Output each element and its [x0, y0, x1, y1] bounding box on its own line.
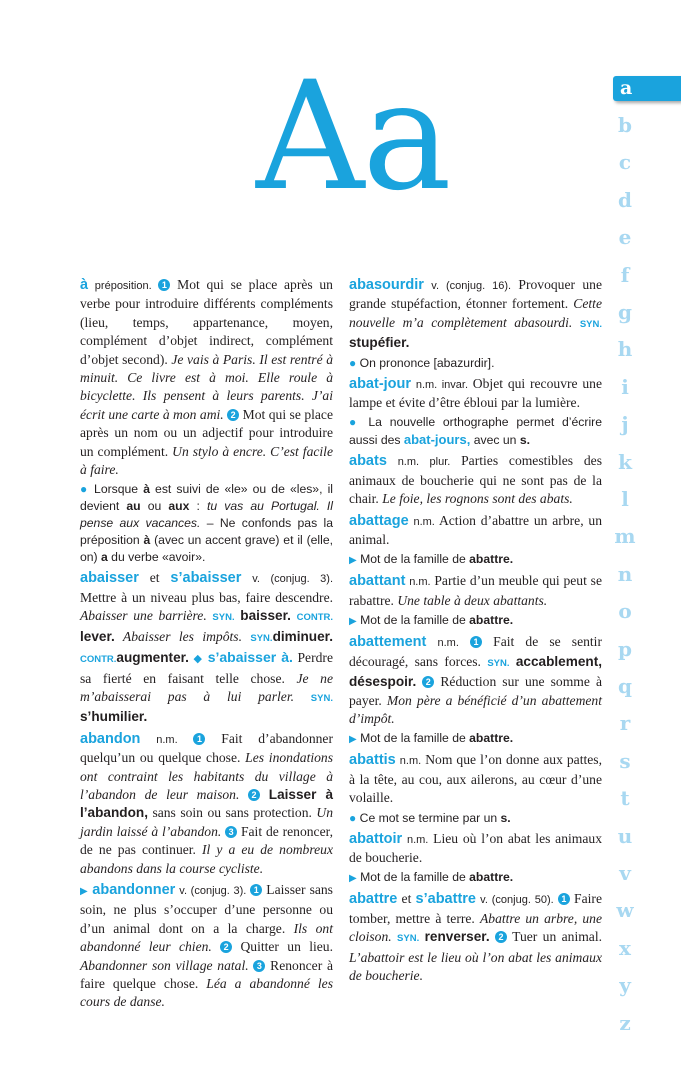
grammar: v. (conjug. 3).: [179, 884, 247, 897]
diamond-icon: ◆: [193, 653, 204, 666]
contr-label: CONTR.: [296, 612, 333, 624]
entry-abandon: abandon n.m. 1 Fait d’abandonner quelqu’un ou quelque chose. Les inondations ont contraint les habitants du village à l’abandon de leur maison. 2 Laisser à l’abandon, sans soin ou sans protection. Un jardin laissé à l’abandon. 3 Fait de renoncer, de ne pas continuer. Il y a eu de nombreux abandons dans la course cycliste.: [80, 730, 334, 876]
grammar: n.m. plur.: [397, 456, 451, 469]
contr-label: CONTR.: [80, 654, 117, 666]
entry-abattre: abattre et s’abattre v. (conjug. 50). 1 Faire tomber, mettre à terre. Abattre un arbre, une cloison. SYN. renverser. 2 Tuer un animal. L’abattoir est le lieu où l’on abat les animaux de boucherie.: [349, 891, 603, 983]
headword: abandonner: [92, 881, 176, 898]
grammar: n.m.: [399, 755, 422, 768]
syn-label: SYN.: [487, 657, 510, 669]
grammar: v. (conjug. 50).: [480, 894, 554, 907]
entry-abattage: abattage n.m. Action d’abattre un arbre, un animal.: [349, 512, 603, 548]
family-abattant: ▶ Mot de la famille de abattre.: [349, 613, 514, 628]
alphabet-letter-g[interactable]: g: [618, 300, 632, 324]
entry-abattis: abattis n.m. Nom que l’on donne aux pattes, à la tête, au cou, aux ailerons, au cœur d’une volaille.: [349, 752, 602, 806]
bullet-icon: ●: [349, 355, 357, 370]
sense-number-2: 2: [422, 676, 434, 688]
right-column: [349, 276, 602, 987]
alphabet-letter-c[interactable]: c: [618, 150, 632, 175]
note-abattis: ● Ce mot se termine par un s.: [349, 810, 511, 825]
alphabet-letter-r[interactable]: r: [619, 711, 631, 736]
family-abattoir: ▶ Mot de la famille de abattre.: [349, 870, 514, 885]
alphabet-letter-u[interactable]: u: [617, 823, 633, 848]
headword: abattage: [349, 512, 409, 529]
syn-label: SYN.: [579, 318, 602, 330]
alphabet-letter-p[interactable]: p: [618, 636, 632, 661]
alphabet-letter-d[interactable]: d: [618, 187, 632, 212]
entry-abat-jour: abat-jour n.m. invar. Objet qui recouvre une lampe et évite d’être ébloui par la lumière.: [349, 375, 602, 411]
note-abasourdir: ● On prononce [abazurdir].: [349, 355, 495, 370]
headword: abattis: [349, 752, 396, 769]
headword: abats: [349, 453, 387, 470]
syn-label: SYN.: [310, 692, 333, 704]
grammar: n.m. invar.: [415, 378, 468, 391]
headword: abattement: [349, 634, 427, 651]
sense-number-1: 1: [558, 893, 570, 905]
triangle-right-icon: ▶: [349, 616, 357, 628]
entry-abandonner: ▶ abandonner v. (conjug. 3). 1 Laisser sans soin, ne plus s’occuper d’une personne ou d’un animal dont on a la charge. Ils ont abandonné leur chien. 2 Quitter un lieu. Abandonner son village natal. 3 Renoncer à faire quelque chose. Léa a abandonné les cours de danse.: [80, 881, 334, 1010]
triangle-right-icon: ▶: [349, 734, 357, 746]
alphabet-letter-e[interactable]: e: [618, 225, 632, 250]
alphabet-letter-j[interactable]: j: [621, 412, 629, 437]
headword: abattant: [349, 573, 406, 590]
syn-label: SYN.: [212, 612, 235, 624]
alphabet-letter-l[interactable]: l: [621, 487, 629, 511]
bullet-icon: ●: [80, 482, 89, 497]
locution: Laisser à l’abandon,: [80, 786, 334, 821]
grammar: v. (conjug. 3).: [252, 573, 333, 586]
triangle-right-icon: ▶: [349, 555, 357, 567]
section-big-letter: Aa: [256, 50, 450, 224]
sense-number-1: 1: [250, 884, 262, 896]
note-abat-jour: ● La nouvelle orthographe permet d’écrire aussi des abat-jours, avec un s.: [349, 415, 602, 448]
entry-abaisser: abaisser et s’abaisser v. (conjug. 3). Mettre à un niveau plus bas, faire descendre. Abaisser une barrière. SYN. baisser. CONTR. lever. Abaisser les impôts. SYN.diminuer. CONTR.augmenter. ◆ s’abaisser à. Perdre sa fierté en faisant telle chose. Je ne m’abaisserai pas à lui parler. SYN. s’humilier.: [80, 570, 334, 725]
alphabet-letter-n[interactable]: n: [617, 561, 633, 586]
example: Un stylo à encre. C’est facile à faire.: [80, 443, 333, 478]
alphabet-letter-v[interactable]: v: [619, 861, 631, 885]
alphabet-letter-s[interactable]: s: [619, 748, 631, 773]
sense-number-1: 1: [470, 636, 482, 648]
headword: s’abaisser: [170, 570, 242, 587]
grammar: préposition.: [94, 280, 152, 292]
headword: abandon: [80, 730, 141, 747]
headword: abattoir: [349, 830, 403, 847]
headword: à: [80, 277, 89, 293]
grammar: n.m.: [437, 637, 459, 650]
headword: abasourdir: [349, 277, 424, 293]
headword: abattre: [349, 891, 398, 908]
note-a: ● Lorsque à est suivi de «le» ou de «les», il devient au ou aux : tu vas au Portugal. Il pense aux vacances. – Ne confonds pas la préposition à (avec un accent grave) et il (elle, on) a du verbe «avoir».: [80, 482, 334, 565]
subentry: s’abaisser à.: [207, 649, 293, 666]
sense-number-1: 1: [193, 733, 205, 745]
alphabet-letter-m[interactable]: m: [614, 524, 636, 549]
alphabet-letter-t[interactable]: t: [620, 786, 630, 811]
triangle-right-icon: ▶: [349, 873, 357, 885]
alphabet-letter-o[interactable]: o: [618, 599, 632, 624]
alphabet-letter-y[interactable]: y: [619, 973, 631, 998]
sense-number-2: 2: [495, 931, 507, 943]
bullet-icon: ●: [349, 810, 357, 825]
example: Je vais à Paris. Il est rentré à minuit. Ce livre est à moi. Elle roule à bicyclette. Ils pensent à leurs parents. J’ai écrit une carte à mon ami.: [80, 351, 333, 422]
alphabet-letter-f[interactable]: f: [620, 262, 630, 287]
entry-abattement: abattement n.m. 1 Fait de se sentir découragé, sans forces. SYN. accablement, désespoir. 2 Réduction sur une somme à payer. Mon père a bénéficié d’un abattement d’impôt.: [349, 634, 602, 726]
alphabet-letter-h[interactable]: h: [617, 337, 633, 362]
bullet-icon: ●: [349, 415, 361, 430]
alphabet-tab-current[interactable]: a: [613, 76, 681, 101]
grammar: n.m.: [406, 833, 429, 846]
left-column: [80, 276, 333, 1014]
grammar: n.m.: [409, 576, 431, 589]
alphabet-letter-z[interactable]: z: [619, 1010, 631, 1035]
sense-number-2: 2: [220, 941, 232, 953]
entry-abattoir: abattoir n.m. Lieu où l’on abat les animaux de boucherie.: [349, 830, 602, 865]
alphabet-letter-q[interactable]: q: [618, 674, 632, 698]
alphabet-letter-w[interactable]: w: [616, 898, 634, 923]
headword: abaisser: [80, 570, 139, 587]
syn-label: SYN.: [397, 933, 420, 945]
sense-number-3: 3: [225, 826, 237, 838]
entry-a: à préposition. 1 Mot qui se place après un verbe pour introduire différents compléments (lieu, temps, appartenance, moyen, complément d’objet indirect, complément d’objet second). Je vais à Paris. Il est rentré à minuit. Ce livre est à moi. Elle roule à bicyclette. Ils pensent à leurs parents. J’ai écrit une carte à mon ami. 2 Mot qui se place après un nom ou un adjectif pour introduire un complément. Un stylo à encre. C’est facile à faire.: [80, 277, 333, 478]
sense-number-3: 3: [253, 960, 265, 972]
family-abattage: ▶ Mot de la famille de abattre.: [349, 552, 514, 567]
sense-number-2: 2: [248, 789, 260, 801]
entry-abattant: abattant n.m. Partie d’un meuble qui peut se rabattre. Une table à deux abattants.: [349, 573, 602, 608]
sense-number-1: 1: [158, 279, 170, 291]
triangle-right-icon: ▶: [80, 885, 89, 897]
alphabet-letter-k[interactable]: k: [618, 449, 632, 474]
sense-number-2: 2: [227, 409, 239, 421]
alphabet-letter-x[interactable]: x: [619, 935, 631, 960]
headword: s’abattre: [415, 891, 476, 908]
entry-abasourdir: abasourdir v. (conjug. 16). Provoquer une grande stupéfaction, étonner fortement. Cette nouvelle m’a complètement abasourdi. SYN. stupéfier.: [349, 277, 602, 351]
grammar: n.m.: [156, 733, 178, 746]
family-abattement: ▶ Mot de la famille de abattre.: [349, 731, 514, 746]
entry-abats: abats n.m. plur. Parties comestibles des animaux de boucherie qui ne sont pas de la chair. Le foie, les rognons sont des abats.: [349, 453, 602, 507]
alphabet-letter-i[interactable]: i: [621, 374, 629, 399]
alphabet-letter-b[interactable]: b: [618, 113, 632, 137]
syn-label: SYN.: [250, 632, 273, 644]
grammar: v. (conjug. 16).: [431, 280, 512, 292]
headword: abat-jour: [349, 375, 412, 392]
grammar: n.m.: [413, 515, 435, 528]
